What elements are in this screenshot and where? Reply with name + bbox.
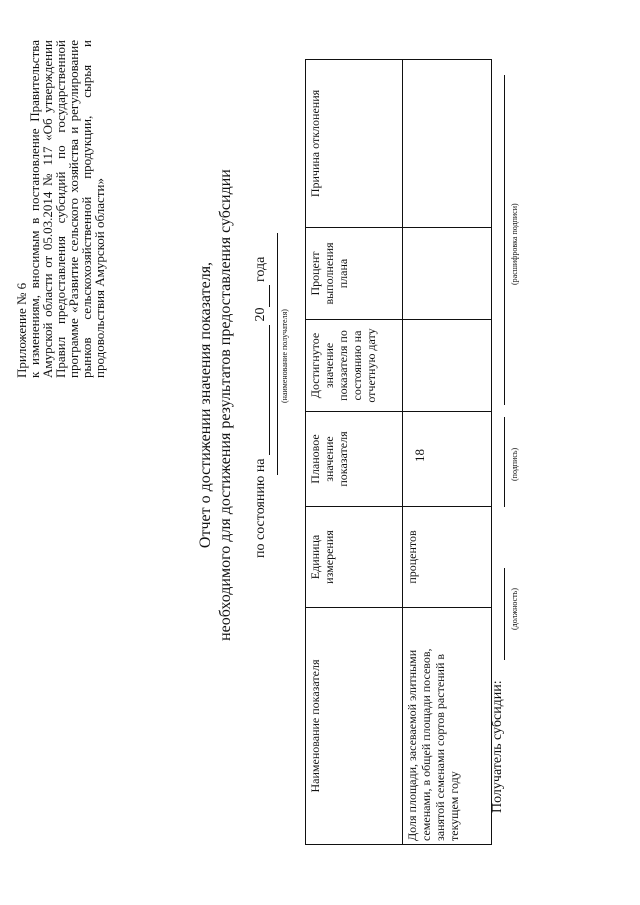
- report-title-line-2: необходимого для достижения результатов предоставления субсидии: [217, 169, 234, 641]
- indicator-report-table: [305, 59, 492, 845]
- as-of-date-line: [253, 257, 270, 558]
- as-of-year-blank: [253, 285, 270, 307]
- cell-unit: процентов: [403, 507, 492, 608]
- cell-deviation-reason: [403, 60, 492, 228]
- cell-plan-percent: [403, 228, 492, 320]
- signature-caption: (подпись): [510, 447, 519, 481]
- report-title-line-1: Отчет о достижении значения показателя,: [197, 261, 214, 549]
- recipient-name-line: [277, 233, 278, 475]
- signature-decoding-caption: (расшифровка подписи): [510, 203, 519, 285]
- signature-decoding-line: [504, 75, 505, 405]
- page-number: 18: [412, 449, 427, 462]
- signature-line: [504, 417, 505, 507]
- as-of-suffix: года: [253, 256, 268, 282]
- appendix-heading: Приложение № 6: [14, 282, 29, 378]
- report-title: [196, 105, 236, 705]
- appendix-block: [15, 40, 106, 378]
- header-deviation-reason: Причина отклонения: [306, 60, 403, 228]
- table-header-row: [306, 60, 403, 845]
- table-row: [403, 60, 492, 845]
- header-planned-value: Плановое значение показателя: [306, 412, 403, 507]
- cell-planned-value: [403, 412, 492, 507]
- as-of-year-prefix: 20: [253, 307, 268, 322]
- header-plan-percent: Процент выполнения плана: [306, 228, 403, 320]
- header-achieved-value: Достигнутое значение показателя по состоянию на отчетную дату: [306, 320, 403, 412]
- cell-indicator-name: Доля площади, засеваемой элитными семенами, в общей площади посевов, занятой семенами сортов растений в текущем году: [403, 608, 492, 845]
- as-of-prefix: по состоянию на: [253, 458, 268, 558]
- header-unit: Единица измерения: [306, 507, 403, 608]
- position-signature-line: [504, 568, 505, 660]
- appendix-text: к изменениям, вносимым в постановление Правительства Амурской области от 05.03.2014 № 117 «Об утверждении Правил предоставления субсидий по государственной программе «Развитие сельского хозяйства и регулирование рынков сельскохозяйственной продукции, сырья и продовольствия Амурской области»: [27, 40, 107, 378]
- as-of-date-blank: [253, 325, 270, 455]
- recipient-name-caption: (наименование получателя): [280, 309, 289, 403]
- header-indicator-name: Наименование показателя: [306, 608, 403, 845]
- cell-achieved-value: [403, 320, 492, 412]
- position-caption: (должность): [510, 588, 519, 630]
- subsidy-recipient-label: Получатель субсидии:: [490, 680, 505, 813]
